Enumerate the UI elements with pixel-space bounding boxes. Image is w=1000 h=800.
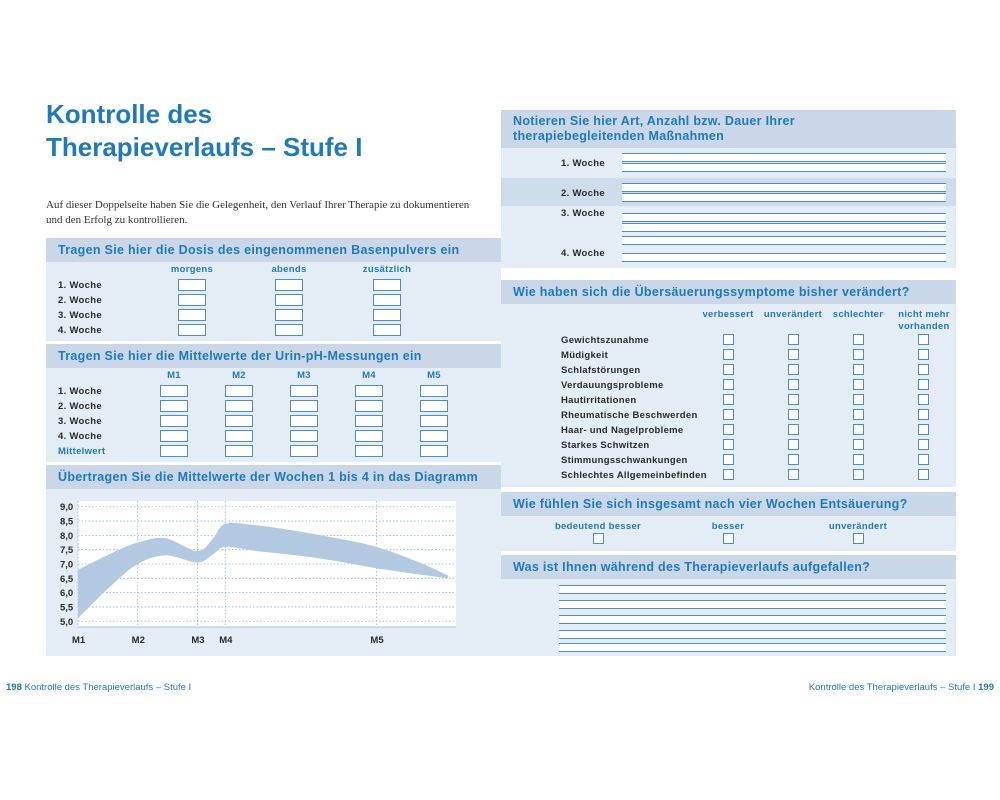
ph-input-M4[interactable]: [355, 445, 383, 457]
ph-input-M5[interactable]: [420, 400, 448, 412]
dosis-row-label: 4. Woche: [58, 325, 102, 336]
dosis-input-morgens[interactable]: [178, 279, 206, 291]
ph-col-label: M1: [167, 370, 181, 381]
symptom-checkbox[interactable]: [853, 469, 864, 480]
symptom-checkbox[interactable]: [788, 409, 799, 420]
symptom-checkbox[interactable]: [788, 349, 799, 360]
ph-input-M2[interactable]: [225, 385, 253, 397]
dosis-section: [46, 238, 501, 341]
ph-input-M4[interactable]: [355, 385, 383, 397]
symptom-checkbox[interactable]: [853, 394, 864, 405]
ph-input-M5[interactable]: [420, 430, 448, 442]
ph-row-label: 3. Woche: [58, 416, 102, 427]
ph-input-M3[interactable]: [290, 445, 318, 457]
ph-input-M1[interactable]: [160, 400, 188, 412]
symptom-checkbox[interactable]: [918, 364, 929, 375]
symptom-checkbox[interactable]: [723, 469, 734, 480]
symptom-label: Stimmungsschwankungen: [561, 455, 688, 466]
symptom-label: Verdauungsprobleme: [561, 380, 664, 391]
page-number-right: 199: [978, 682, 994, 693]
symptom-checkbox[interactable]: [788, 394, 799, 405]
massnahmen-input-line[interactable]: [622, 236, 946, 245]
ph-row-label: 4. Woche: [58, 431, 102, 442]
massnahmen-input-line[interactable]: [622, 183, 946, 192]
footer-left: [6, 682, 191, 693]
gesamt-option-bedeutend-besser-checkbox[interactable]: [593, 533, 604, 544]
symptom-checkbox[interactable]: [788, 424, 799, 435]
chart-xtick-label: M4: [219, 635, 233, 646]
chart-ytick-label: 8,0: [60, 530, 74, 542]
symptom-checkbox[interactable]: [723, 424, 734, 435]
ph-input-M3[interactable]: [290, 385, 318, 397]
symptom-checkbox[interactable]: [788, 439, 799, 450]
massnahmen-row-label: 1. Woche: [561, 158, 605, 169]
symptom-checkbox[interactable]: [788, 379, 799, 390]
ph-col-label: M5: [427, 370, 441, 381]
symptome-col-nicht-mehr-vorhanden: nicht mehr vorhanden: [898, 309, 950, 332]
title-line-1: Kontrolle des: [46, 99, 213, 129]
ph-input-M1[interactable]: [160, 430, 188, 442]
page-number-left: 198: [6, 682, 22, 693]
ph-row-label: 1. Woche: [58, 386, 102, 397]
symptom-checkbox[interactable]: [918, 394, 929, 405]
page-title: [46, 98, 476, 164]
symptome-col-verbessert: verbessert: [702, 309, 754, 320]
symptom-checkbox[interactable]: [918, 439, 929, 450]
symptom-checkbox[interactable]: [853, 424, 864, 435]
ph-input-M4[interactable]: [355, 415, 383, 427]
chart-xtick-label: M1: [72, 635, 86, 646]
ph-col-label: M2: [232, 370, 246, 381]
diagramm-section: [46, 465, 501, 656]
symptom-checkbox[interactable]: [918, 469, 929, 480]
massnahmen-header-line-1: Notieren Sie hier Art, Anzahl bzw. Dauer Ihrer: [513, 114, 795, 128]
dosis-input-abends[interactable]: [275, 279, 303, 291]
chart-ytick-label: 8,5: [60, 516, 74, 528]
symptom-label: Schlafstörungen: [561, 365, 641, 376]
symptom-label: Rheumatische Beschwerden: [561, 410, 698, 421]
symptom-checkbox[interactable]: [723, 394, 734, 405]
gesamt-option-unveraendert-checkbox[interactable]: [853, 533, 864, 544]
dosis-input-abends[interactable]: [275, 324, 303, 336]
symptom-checkbox[interactable]: [853, 409, 864, 420]
symptom-checkbox[interactable]: [918, 424, 929, 435]
massnahmen-input-line[interactable]: [622, 193, 946, 202]
dosis-row-label: 1. Woche: [58, 280, 102, 291]
symptom-checkbox[interactable]: [723, 439, 734, 450]
dosis-col-zusaetzlich: zusätzlich: [362, 264, 412, 275]
chart-ytick-label: 6,5: [60, 573, 74, 585]
chart-ytick-label: 7,0: [60, 559, 74, 571]
symptom-label: Müdigkeit: [561, 350, 609, 361]
dosis-input-morgens[interactable]: [178, 309, 206, 321]
massnahmen-input-line[interactable]: [622, 213, 946, 222]
ph-input-M5[interactable]: [420, 385, 448, 397]
dosis-input-morgens[interactable]: [178, 324, 206, 336]
chart-ytick-label: 7,5: [60, 545, 74, 557]
chart-xtick-label: M2: [131, 635, 145, 646]
symptom-checkbox[interactable]: [853, 364, 864, 375]
chart-ytick-label: 6,0: [60, 588, 74, 600]
dosis-input-zusätzlich[interactable]: [373, 309, 401, 321]
ph-input-M5[interactable]: [420, 445, 448, 457]
ph-input-M3[interactable]: [290, 415, 318, 427]
ph-section: [46, 344, 501, 462]
ph-input-M4[interactable]: [355, 400, 383, 412]
dosis-input-zusätzlich[interactable]: [373, 279, 401, 291]
symptom-checkbox[interactable]: [723, 364, 734, 375]
gesamt-option-besser-checkbox[interactable]: [723, 533, 734, 544]
symptom-checkbox[interactable]: [723, 409, 734, 420]
symptome-header: Wie haben sich die Übersäuerungssymptome bisher verändert?: [501, 280, 956, 304]
ph-input-M2[interactable]: [225, 445, 253, 457]
ph-input-M2[interactable]: [225, 400, 253, 412]
ph-input-M5[interactable]: [420, 415, 448, 427]
symptom-checkbox[interactable]: [918, 379, 929, 390]
symptom-checkbox[interactable]: [918, 409, 929, 420]
ph-mittelwert-label: Mittelwert: [58, 446, 106, 457]
dosis-row-label: 2. Woche: [58, 295, 102, 306]
aufgefallen-input-line[interactable]: [559, 615, 946, 624]
massnahmen-header: [501, 110, 956, 148]
intro-text: Auf dieser Doppelseite haben Sie die Gelegenheit, den Verlauf Ihrer Therapie zu dokumentieren und den Erfolg zu kontrollieren.: [46, 199, 470, 226]
massnahmen-input-line[interactable]: [622, 253, 946, 262]
symptom-checkbox[interactable]: [723, 334, 734, 345]
dosis-input-zusätzlich[interactable]: [373, 324, 401, 336]
ph-input-M1[interactable]: [160, 445, 188, 457]
chart-xtick-label: M5: [370, 635, 384, 646]
ph-col-label: M4: [362, 370, 376, 381]
dosis-input-morgens[interactable]: [178, 294, 206, 306]
symptom-label: Hautirritationen: [561, 395, 637, 406]
symptom-label: Starkes Schwitzen: [561, 440, 650, 451]
gesamt-option-besser-label: besser: [711, 521, 745, 532]
chart-ytick-label: 9,0: [60, 502, 74, 514]
symptom-checkbox[interactable]: [853, 379, 864, 390]
symptom-checkbox[interactable]: [918, 454, 929, 465]
gesamt-option-unveraendert-label: unverändert: [828, 521, 888, 532]
ph-input-M3[interactable]: [290, 430, 318, 442]
dosis-col-abends: abends: [271, 264, 307, 275]
symptom-checkbox[interactable]: [723, 454, 734, 465]
ph-chart: [46, 489, 501, 656]
ph-header: Tragen Sie hier die Mittelwerte der Urin-pH-Messungen ein: [46, 344, 501, 368]
symptom-checkbox[interactable]: [788, 454, 799, 465]
footer-right-text: Kontrolle des Therapieverlaufs – Stufe I: [808, 682, 976, 693]
aufgefallen-section: [501, 555, 956, 656]
symptom-checkbox[interactable]: [918, 334, 929, 345]
dosis-input-abends[interactable]: [275, 309, 303, 321]
gesamt-option-bedeutend-besser-label: bedeutend besser: [554, 521, 642, 532]
symptom-checkbox[interactable]: [788, 334, 799, 345]
ph-input-M1[interactable]: [160, 385, 188, 397]
symptom-checkbox[interactable]: [788, 364, 799, 375]
aufgefallen-header: Was ist Ihnen während des Therapieverlaufs aufgefallen?: [501, 555, 956, 579]
aufgefallen-input-line[interactable]: [559, 630, 946, 639]
ph-input-M1[interactable]: [160, 415, 188, 427]
chart-ytick-label: 5,0: [60, 616, 74, 628]
symptom-label: Haar- und Nagelprobleme: [561, 425, 684, 436]
aufgefallen-input-line[interactable]: [559, 643, 946, 652]
massnahmen-row-label: 3. Woche: [561, 208, 605, 219]
ph-input-M2[interactable]: [225, 415, 253, 427]
symptom-checkbox[interactable]: [723, 349, 734, 360]
dosis-col-morgens: morgens: [170, 264, 214, 275]
symptome-col-schlechter: schlechter: [832, 309, 884, 320]
symptom-checkbox[interactable]: [723, 379, 734, 390]
massnahmen-input-line[interactable]: [622, 223, 946, 232]
symptom-checkbox[interactable]: [918, 349, 929, 360]
ph-input-M3[interactable]: [290, 400, 318, 412]
dosis-input-zusätzlich[interactable]: [373, 294, 401, 306]
symptom-checkbox[interactable]: [853, 439, 864, 450]
massnahmen-input-line[interactable]: [622, 153, 946, 162]
symptom-label: Schlechtes Allgemeinbefinden: [561, 470, 707, 481]
diagramm-header: Übertragen Sie die Mittelwerte der Wochen 1 bis 4 in das Diagramm: [46, 465, 501, 489]
massnahmen-header-line-2: therapiebegleitenden Maßnahmen: [513, 129, 725, 143]
chart-ytick-label: 5,5: [60, 602, 74, 614]
symptom-label: Gewichtszunahme: [561, 335, 649, 346]
title-line-2: Therapieverlaufs – Stufe I: [46, 132, 363, 162]
massnahmen-row-label: 4. Woche: [561, 248, 605, 259]
massnahmen-input-line[interactable]: [622, 163, 946, 172]
dosis-header: Tragen Sie hier die Dosis des eingenommenen Basenpulvers ein: [46, 238, 501, 262]
gesamt-section: [501, 492, 956, 551]
symptom-checkbox[interactable]: [853, 349, 864, 360]
symptom-checkbox[interactable]: [853, 334, 864, 345]
aufgefallen-input-line[interactable]: [559, 585, 946, 594]
symptome-col-unveraendert: unverändert: [763, 309, 823, 320]
ph-input-M4[interactable]: [355, 430, 383, 442]
massnahmen-row-label: 2. Woche: [561, 188, 605, 199]
aufgefallen-input-line[interactable]: [559, 600, 946, 609]
ph-col-label: M3: [297, 370, 311, 381]
massnahmen-section: [501, 110, 956, 268]
symptome-section: [501, 280, 956, 487]
footer-left-text: Kontrolle des Therapieverlaufs – Stufe I: [24, 682, 192, 693]
gesamt-header: Wie fühlen Sie sich insgesamt nach vier Wochen Entsäuerung?: [501, 492, 956, 516]
ph-row-label: 2. Woche: [58, 401, 102, 412]
ph-input-M2[interactable]: [225, 430, 253, 442]
footer-right: [809, 682, 994, 693]
symptom-checkbox[interactable]: [788, 469, 799, 480]
dosis-input-abends[interactable]: [275, 294, 303, 306]
chart-xtick-label: M3: [191, 635, 205, 646]
symptom-checkbox[interactable]: [853, 454, 864, 465]
dosis-row-label: 3. Woche: [58, 310, 102, 321]
